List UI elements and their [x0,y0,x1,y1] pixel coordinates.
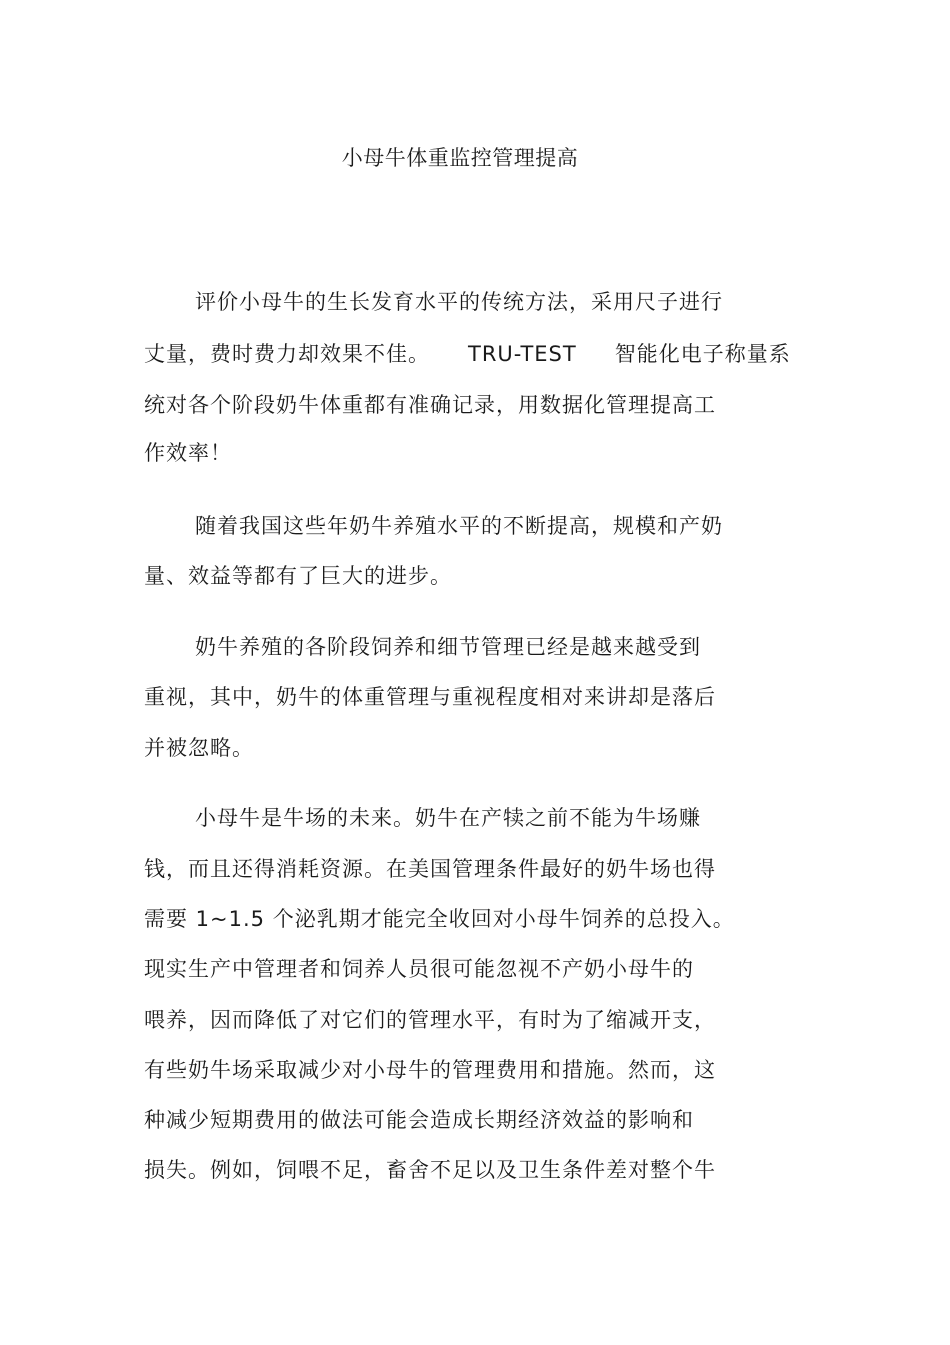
paragraph-4-line-8: 损失。例如，饲喂不足，畜舍不足以及卫生条件差对整个牛 [144,1158,716,1182]
tru-test-brand: TRU-TEST [468,342,577,366]
paragraph-1-line-1: 评价小母牛的生长发育水平的传统方法，采用尺子进行 [195,290,723,314]
paragraph-1-line-2-text: 丈量，费时费力却效果不佳。 [144,342,430,366]
paragraph-3-line-2: 重视，其中，奶牛的体重管理与重视程度相对来讲却是落后 [144,685,716,709]
paragraph-4-line-1: 小母牛是牛场的未来。奶牛在产犊之前不能为牛场赚 [195,806,701,830]
paragraph-4-line-2: 钱，而且还得消耗资源。在美国管理条件最好的奶牛场也得 [144,857,716,881]
paragraph-1-line-3: 统对各个阶段奶牛体重都有准确记录，用数据化管理提高工 [144,393,716,417]
paragraph-1-line-4: 作效率！ [144,441,232,465]
paragraph-1-line-2-tail: 智能化电子称量系 [614,342,791,366]
paragraph-4-line-6: 有些奶牛场采取减少对小母牛的管理费用和措施。然而，这 [144,1058,716,1082]
paragraph-2-line-1: 随着我国这些年奶牛养殖水平的不断提高，规模和产奶 [195,514,723,538]
paragraph-2-line-2: 量、效益等都有了巨大的进步。 [144,564,452,588]
paragraph-4-line-7: 种减少短期费用的做法可能会造成长期经济效益的影响和 [144,1108,694,1132]
paragraph-4-line-3: 需要 1~1.5 个泌乳期才能完全收回对小母牛饲养的总投入。 [144,907,735,931]
paragraph-3-line-3: 并被忽略。 [144,736,254,760]
paragraph-4-line-5: 喂养，因而降低了对它们的管理水平，有时为了缩减开支， [144,1008,716,1032]
document-title: 小母牛体重监控管理提高 [341,146,579,170]
paragraph-4-line-4: 现实生产中管理者和饲养人员很可能忽视不产奶小母牛的 [144,957,694,981]
paragraph-1-line-2 [144,338,791,370]
paragraph-3-line-1: 奶牛养殖的各阶段饲养和细节管理已经是越来越受到 [195,635,701,659]
